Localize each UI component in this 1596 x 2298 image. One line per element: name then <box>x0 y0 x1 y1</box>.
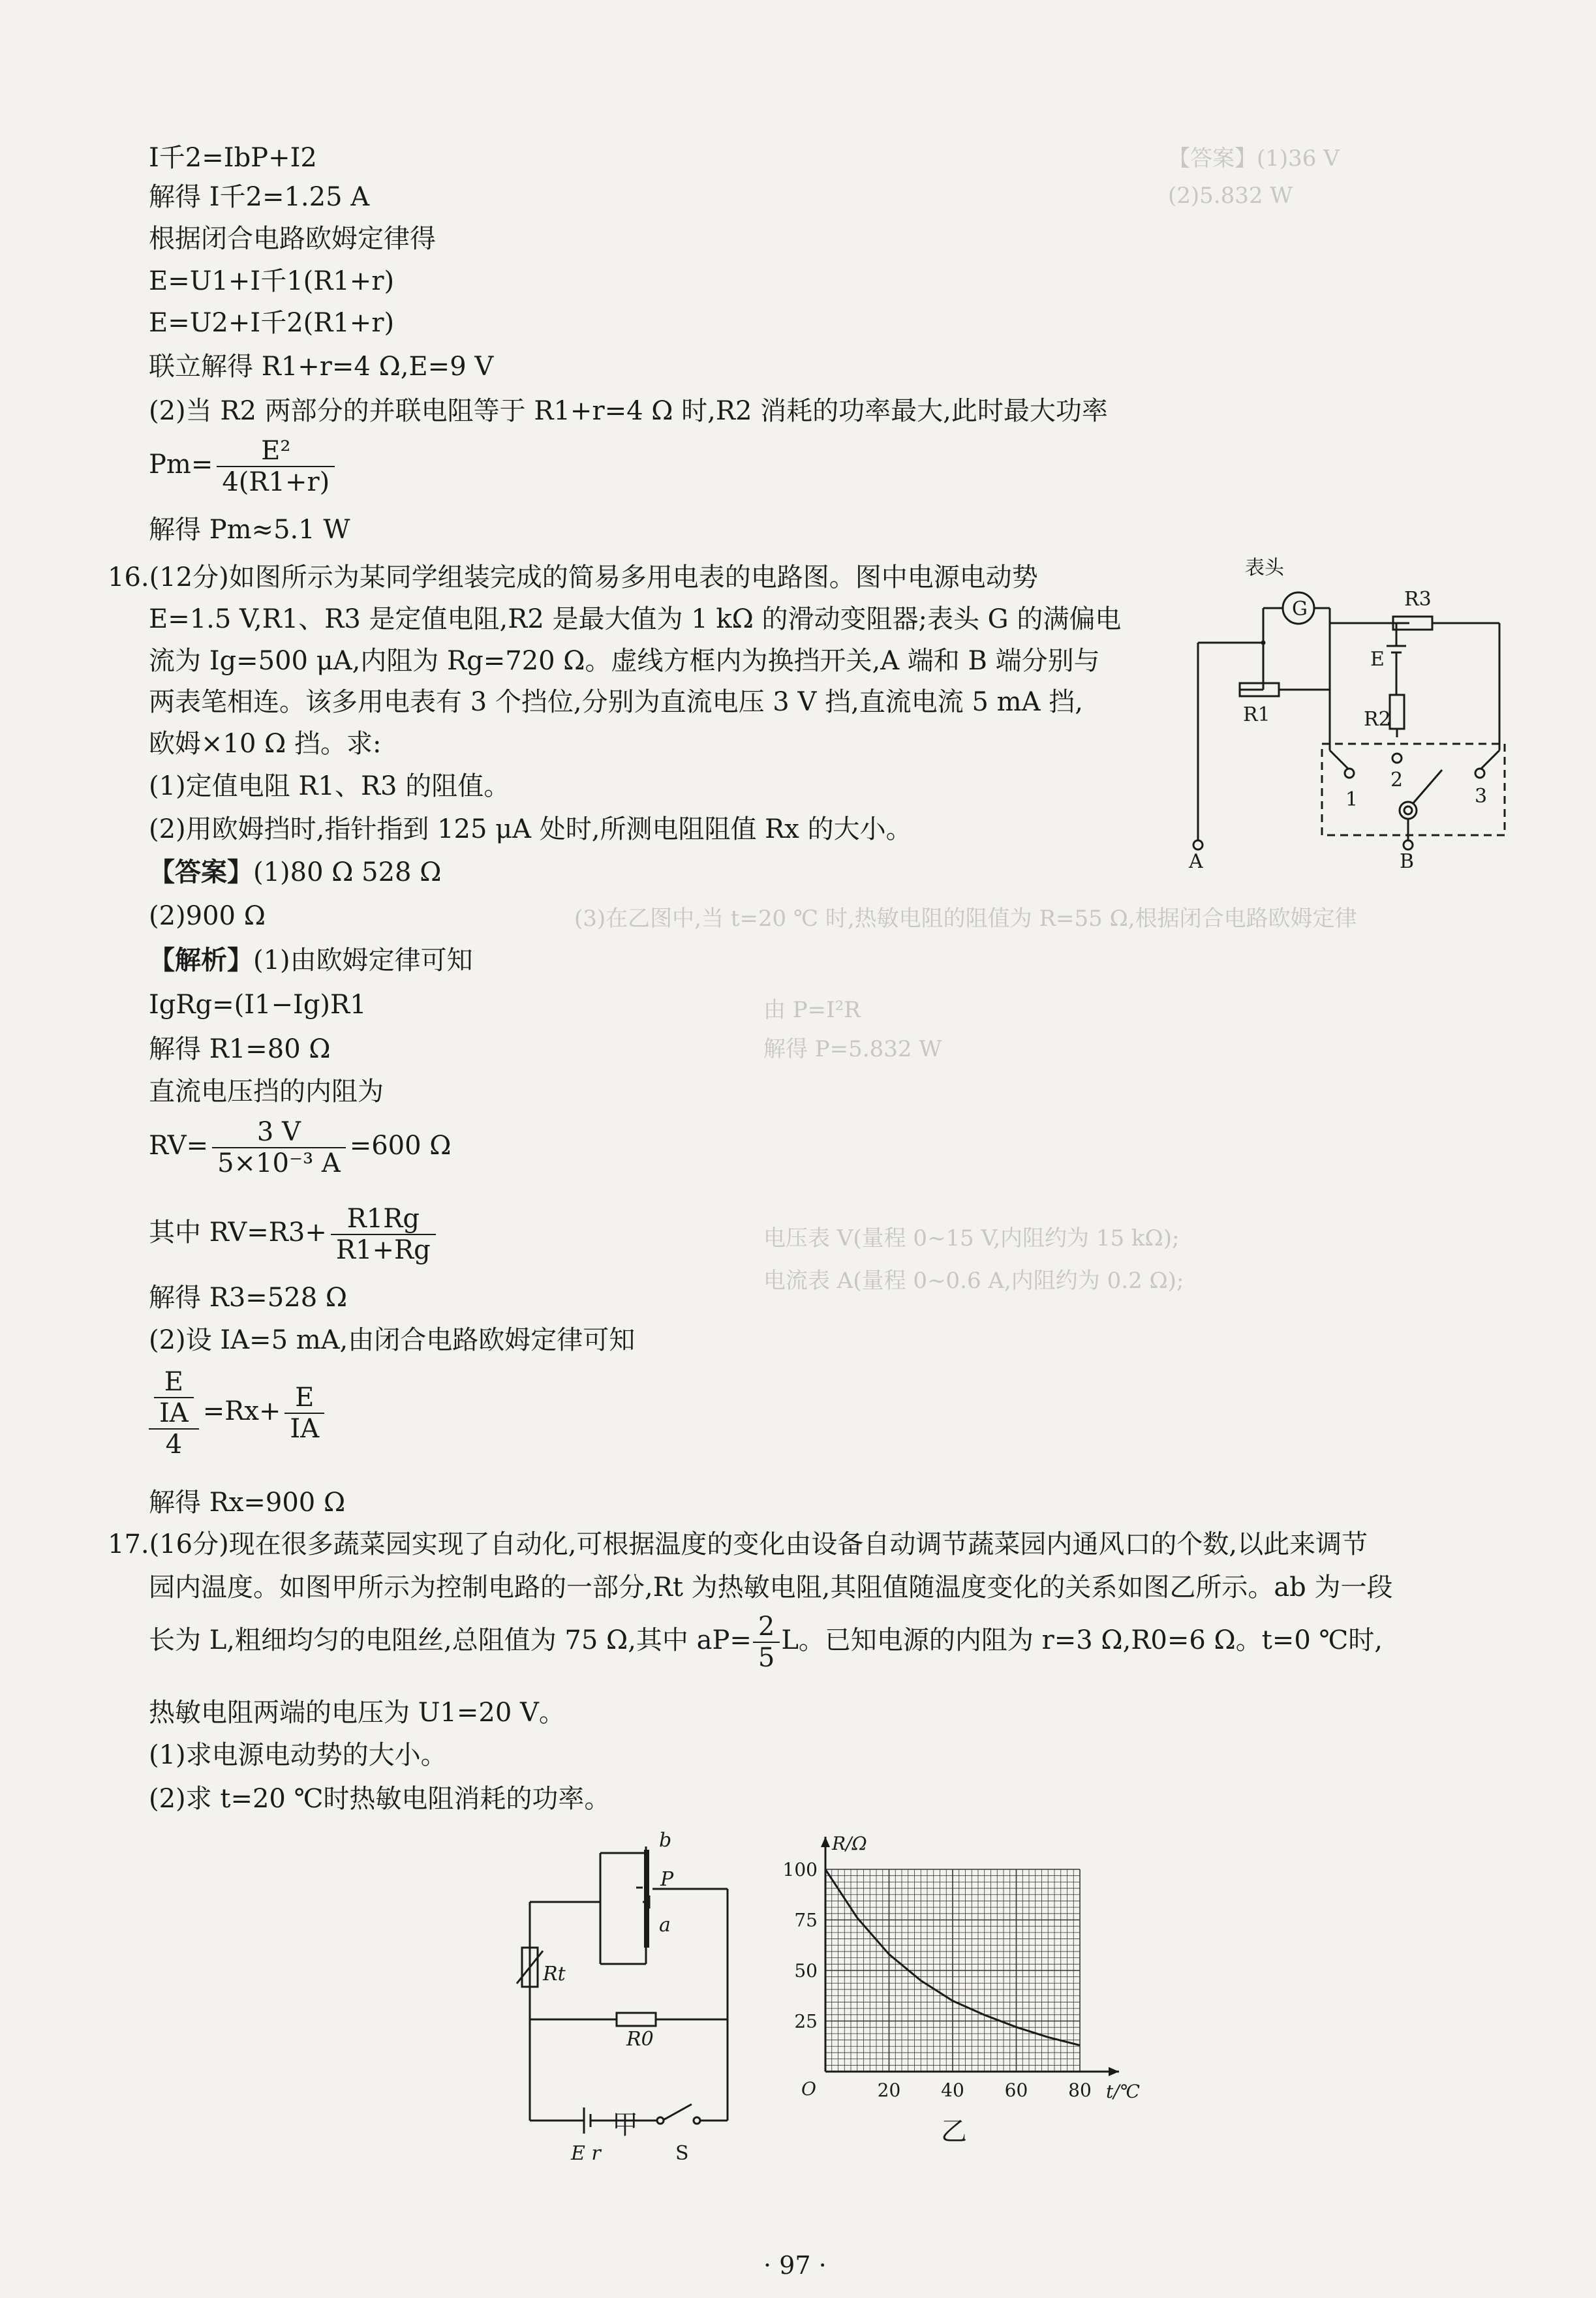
fig-label: R3 <box>1404 588 1432 611</box>
y-axis-arrow <box>821 1837 830 1847</box>
q17-line: (1)求电源电动势的大小。 <box>149 1740 447 1770</box>
q17-line: (2)求 t=20 ℃时热敏电阻消耗的功率。 <box>149 1784 611 1814</box>
fig-label: Rt <box>543 1963 566 1985</box>
y-tick-label: 100 <box>782 1859 818 1880</box>
line: 解得 R3=528 Ω <box>149 1283 348 1313</box>
x-tick-label: 40 <box>941 2079 964 2101</box>
x-tick-label: 80 <box>1068 2079 1092 2101</box>
fig-label: E <box>1370 648 1385 671</box>
q16-line: (2)用欧姆挡时,指针指到 125 μA 处时,所测电阻阻值 Rx 的大小。 <box>149 814 912 844</box>
q16-circuit-diagram <box>1174 555 1514 868</box>
fig-label: 1 <box>1345 788 1358 811</box>
fig-label: G <box>1292 598 1308 620</box>
line: 根据闭合电路欧姆定律得 <box>149 224 436 254</box>
line: I千2=IbP+I2 <box>149 143 317 173</box>
fig-label: a <box>659 1914 671 1937</box>
line: E=U1+I千1(R1+r) <box>149 266 395 296</box>
q16-line: E=1.5 V,R1、R3 是定值电阻,R2 是最大值为 1 kΩ 的滑动变阻器;表头 G 的满偏电 <box>149 604 1122 634</box>
fig-label: A <box>1189 850 1203 868</box>
rt-temperature-chart <box>767 1814 1145 2107</box>
q16-line: (1)定值电阻 R1、R3 的阻值。 <box>149 771 510 801</box>
caption-yi: 乙 <box>941 2117 967 2147</box>
answer-2: (2)900 Ω <box>149 901 266 931</box>
y-tick-label: 75 <box>794 1909 818 1931</box>
page-number: · 97 · <box>763 2251 827 2280</box>
q17-line: 长为 L,粗细均匀的电阻丝,总阻值为 75 Ω,其中 aP= $\frac{2}{5}$ L。已知电源的内阻为 r=3 Ω,R0=6 Ω。t=0 ℃时, <box>149 1612 1383 1673</box>
q16-line: 两表笔相连。该多用电表有 3 个挡位,分别为直流电压 3 V 挡,直流电流 5 mA 挡, <box>149 687 1083 717</box>
fig-label: E r <box>571 2142 601 2160</box>
fig-label: R0 <box>626 2028 654 2051</box>
fig-label: R1 <box>1243 703 1270 726</box>
fig-label: P <box>660 1868 674 1891</box>
q16-line: 流为 Ig=500 μA,内阻为 Rg=720 Ω。虚线方框内为换挡开关,A 端和 B 端分别与 <box>149 646 1100 676</box>
resistance-wire <box>644 1850 649 1948</box>
formula-pm: Pm= $\frac{\text{E²}}{4(R1+r)}$ <box>149 436 339 497</box>
line: (2)设 IA=5 mA,由闭合电路欧姆定律可知 <box>149 1325 636 1355</box>
formula-rv-r3: 其中 RV=R3+ $\frac{R1Rg}{R1+Rg}$ <box>149 1204 440 1265</box>
origin-label: O <box>801 2078 816 2100</box>
formula-rx: $\frac{\frac{E}{IA}}{4}$ =Rx+ $\frac{E}{IA}$ <box>149 1367 328 1460</box>
q16-line: 欧姆×10 Ω 挡。求: <box>149 729 382 759</box>
fig-label: 3 <box>1475 785 1488 808</box>
line: E=U2+I千2(R1+r) <box>149 308 395 338</box>
y-tick-label: 25 <box>794 2010 818 2032</box>
line: 直流电压挡的内阻为 <box>149 1077 384 1107</box>
x-tick-label: 60 <box>1004 2079 1028 2101</box>
q17-line: 17.(16分)现在很多蔬菜园实现了自动化,可根据温度的变化由设备自动调节蔬菜园内通风口的个数,以此来调节 <box>108 1529 1368 1559</box>
q16-line: 16.(12分)如图所示为某同学组装完成的简易多用电表的电路图。图中电源电动势 <box>108 562 1038 592</box>
q17-line: 园内温度。如图甲所示为控制电路的一部分,Rt 为热敏电阻,其阻值随温度变化的关系如图乙所示。ab 为一段 <box>149 1572 1393 1602</box>
fig-label: S <box>675 2142 689 2160</box>
line: 联立解得 R1+r=4 Ω,E=9 V <box>149 352 494 382</box>
caption-jia: 甲 <box>612 2110 638 2140</box>
x-axis-arrow <box>1109 2067 1119 2076</box>
answer: 【答案】(1)80 Ω 528 Ω <box>149 857 442 887</box>
y-axis-label: R/Ω <box>832 1833 867 1854</box>
line: IgRg=(I1−Ig)R1 <box>149 990 367 1020</box>
fig-label: 表头 <box>1245 557 1284 579</box>
line: 解得 Rx=900 Ω <box>149 1488 346 1518</box>
line: 解得 Pm≈5.1 W <box>149 515 350 545</box>
line: 解得 R1=80 Ω <box>149 1034 331 1064</box>
formula-rv: RV= $\frac{3 V}{\text{5×10⁻³ A}}$ =600 Ω <box>149 1117 452 1178</box>
y-tick-label: 50 <box>794 1960 818 1982</box>
fig-label: 2 <box>1390 769 1404 791</box>
line: (2)当 R2 两部分的并联电阻等于 R1+r=4 Ω 时,R2 消耗的功率最大,此时最大功率 <box>149 396 1108 426</box>
fig-label: b <box>659 1829 672 1852</box>
line: 解得 I千2=1.25 A <box>149 182 370 212</box>
fig-label: B <box>1400 850 1415 868</box>
fig-label: R2 <box>1364 708 1391 731</box>
x-tick-label: 20 <box>877 2079 901 2101</box>
analysis: 【解析】(1)由欧姆定律可知 <box>149 945 473 975</box>
x-axis-label: t/℃ <box>1106 2081 1141 2102</box>
q17-line: 热敏电阻两端的电压为 U1=20 V。 <box>149 1698 565 1728</box>
